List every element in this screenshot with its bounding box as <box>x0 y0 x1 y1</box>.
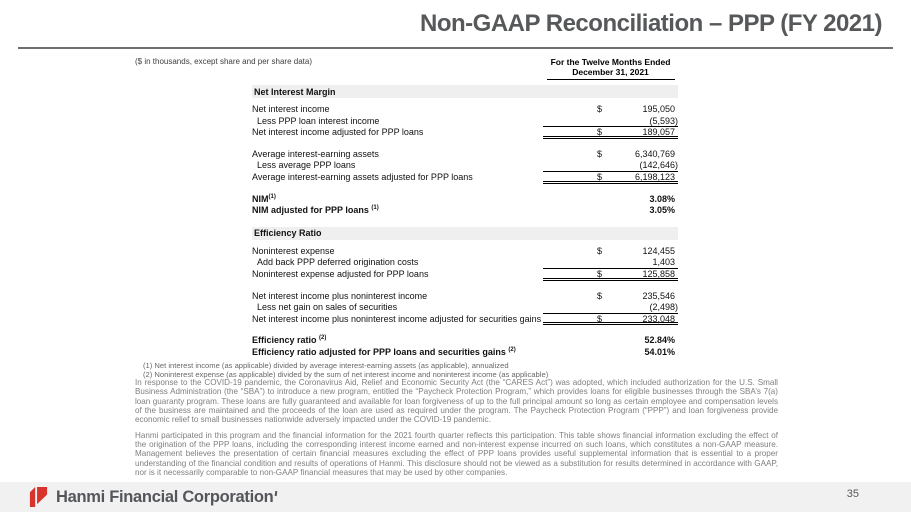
dollar-sign <box>597 194 609 206</box>
row-label: Net interest income adjusted for PPP loans <box>252 127 424 138</box>
footnote-marker: (2) <box>319 335 327 342</box>
row-value: 54.01% <box>644 346 675 357</box>
row-value: 1,403 <box>652 257 675 268</box>
table-row <box>252 194 678 206</box>
period-header <box>543 58 678 80</box>
row-amount <box>543 246 678 258</box>
row-label: Less PPP loan interest income <box>257 115 380 126</box>
row-amount <box>543 127 678 139</box>
dollar-sign <box>597 302 609 313</box>
row-value: 6,340,769 <box>634 148 675 159</box>
paragraph-cares-act: In response to the COVID-19 pandemic, the Coronavirus Aid, Relief and Economic Security Act (the “CARES Act”) was adopted, which included authorization for the U.S. Small Business Administration (the “SBA”) to introduce a new program, entitled the “Paycheck Protection Program,” which provides loans for eligible businesses through the SBA’s 7(a) loan guaranty program. These loans are fully guaranteed and available for loan forgiveness of up to the full principal amount so long as certain employee and compensation levels of the business are maintained and the proceeds of the loan are used as required under the program. The Paycheck Protection Program (“PPP”) and loan forgiveness provide economic relief to small businesses nationwide adversely impacted under the COVID-19 pandemic. <box>135 378 778 425</box>
table-row <box>252 205 678 217</box>
period-header-line2: December 31, 2021 <box>572 66 649 77</box>
row-label: Less net gain on sales of securities <box>257 302 398 313</box>
row-amount <box>543 269 678 281</box>
table-row <box>252 302 678 314</box>
dollar-sign: $ <box>597 104 603 114</box>
table-row <box>252 172 678 184</box>
row-value: 235,546 <box>642 290 675 301</box>
table-row <box>252 335 678 347</box>
row-amount <box>543 291 678 303</box>
row-amount <box>543 116 678 128</box>
dollar-sign: $ <box>597 127 603 138</box>
dollar-sign: $ <box>597 148 603 159</box>
row-value: 3.05% <box>649 205 675 216</box>
row-value: (142,646) <box>639 160 678 171</box>
row-amount <box>543 194 678 206</box>
row-label: Net interest income <box>252 104 330 114</box>
row-amount <box>543 257 678 269</box>
row-value: 233,048 <box>642 313 675 324</box>
row-amount <box>543 302 678 314</box>
row-value: (2,498) <box>649 302 678 313</box>
footnotes <box>143 361 548 379</box>
row-label: NIM adjusted for PPP loans $^{(1)}$ <box>252 205 379 216</box>
title-divider <box>18 47 893 49</box>
dollar-sign: $ <box>597 268 603 279</box>
hanmi-logo-icon <box>28 486 49 508</box>
row-label: Add back PPP deferred origination costs <box>257 257 419 268</box>
table-row <box>252 116 678 128</box>
row-amount <box>543 314 678 326</box>
table-row <box>252 347 678 359</box>
row-label: Noninterest expense adjusted for PPP loans <box>252 268 429 279</box>
table-row <box>252 257 678 269</box>
hanmi-logo <box>28 486 277 508</box>
footnote-marker: (1) <box>268 193 276 200</box>
row-label: Efficiency ratio adjusted for PPP loans and securities gains $^{(2)}$ <box>252 346 516 357</box>
row-value: 52.84% <box>644 335 675 346</box>
row-value: (5,593) <box>649 115 678 126</box>
footnote-marker: (2) <box>508 346 516 353</box>
period-header-line1: For the Twelve Months Ended <box>550 57 671 67</box>
dollar-sign <box>597 160 609 171</box>
row-label: Average interest-earning assets <box>252 148 379 159</box>
row-amount <box>543 347 678 359</box>
page-number: 35 <box>846 488 859 500</box>
table-row <box>252 281 678 291</box>
row-amount <box>543 205 678 217</box>
footnote-1: (1) Net interest income (as applicable) divided by average interest-earning assets (as applicable), annualized <box>143 361 509 370</box>
table-row <box>252 85 678 98</box>
table-row <box>252 104 678 116</box>
table-row <box>252 291 678 303</box>
dollar-sign: $ <box>597 171 603 182</box>
dollar-sign: $ <box>597 290 603 301</box>
table-row <box>252 184 678 194</box>
table-row <box>252 227 678 240</box>
footnote-marker: (1) <box>371 205 379 212</box>
table-row <box>252 149 678 161</box>
company-name: Hanmi Financial Corporation <box>56 487 274 506</box>
footer-bar <box>0 482 911 512</box>
row-amount <box>543 172 678 184</box>
table-row <box>252 160 678 172</box>
dollar-sign <box>597 116 609 127</box>
trademark-mark-icon <box>275 490 277 495</box>
table-row <box>252 314 678 326</box>
row-amount <box>543 149 678 161</box>
row-value: 189,057 <box>642 127 675 138</box>
dollar-sign: $ <box>597 245 603 256</box>
row-value: 3.08% <box>649 193 675 204</box>
paragraph-hanmi-participation: Hanmi participated in this program and the financial information for the 2021 fourth quarter reflects this participation. This table shows financial information excluding the effect of the origination of the PPP loans, including the corresponding interest income earned and non-interest expense incurred on such loans, which constitutes a non-GAAP measure. Management believes the presentation of certain financial measures excluding the effect of PPP loans provides useful supplemental information that is essential to a proper understanding of the financial condition and results of operations of Hanmi. This disclosure should not be viewed as a substitution for results determined in accordance with GAAP, nor is it necessarily comparable to non-GAAP financial measures that may be used by other companies. <box>135 430 778 478</box>
section-label: Net Interest Margin <box>254 86 336 97</box>
dollar-sign <box>597 335 609 347</box>
units-note: ($ in thousands, except share and per share data) <box>135 57 312 66</box>
table-row <box>252 127 678 139</box>
row-value: 124,455 <box>642 245 675 256</box>
table-row <box>252 139 678 149</box>
table-row <box>252 269 678 281</box>
dollar-sign <box>597 205 609 217</box>
row-value: 6,198,123 <box>634 171 675 182</box>
row-label: NIM$^{(1)}$ <box>252 193 276 204</box>
row-value: 195,050 <box>642 104 675 114</box>
row-label: Efficiency ratio $^{(2)}$ <box>252 335 327 346</box>
disclosure-paragraphs <box>135 378 778 477</box>
dollar-sign: $ <box>597 313 603 324</box>
row-label: Average interest-earning assets adjusted for PPP loans <box>252 171 473 182</box>
row-amount <box>543 104 678 116</box>
row-label: Net interest income plus noninterest income <box>252 290 428 301</box>
dollar-sign <box>597 347 609 359</box>
table-row <box>252 217 678 227</box>
row-label: Net interest income plus noninterest income adjusted for securities gains <box>252 313 542 324</box>
row-amount <box>543 160 678 172</box>
page-title: Non-GAAP Reconciliation – PPP (FY 2021) <box>420 10 882 37</box>
row-amount <box>543 335 678 347</box>
row-label: Less average PPP loans <box>257 160 356 171</box>
period-header-underline <box>547 58 675 80</box>
reconciliation-table <box>252 85 678 359</box>
dollar-sign <box>597 257 609 268</box>
row-label: Noninterest expense <box>252 245 335 256</box>
table-row <box>252 246 678 258</box>
table-row <box>252 325 678 335</box>
footnote-2: (2) Noninterest expense (as applicable) divided by the sum of net interest income and noninterest income (as applicable) <box>143 370 549 380</box>
row-value: 125,858 <box>642 268 675 279</box>
section-label: Efficiency Ratio <box>254 228 322 239</box>
